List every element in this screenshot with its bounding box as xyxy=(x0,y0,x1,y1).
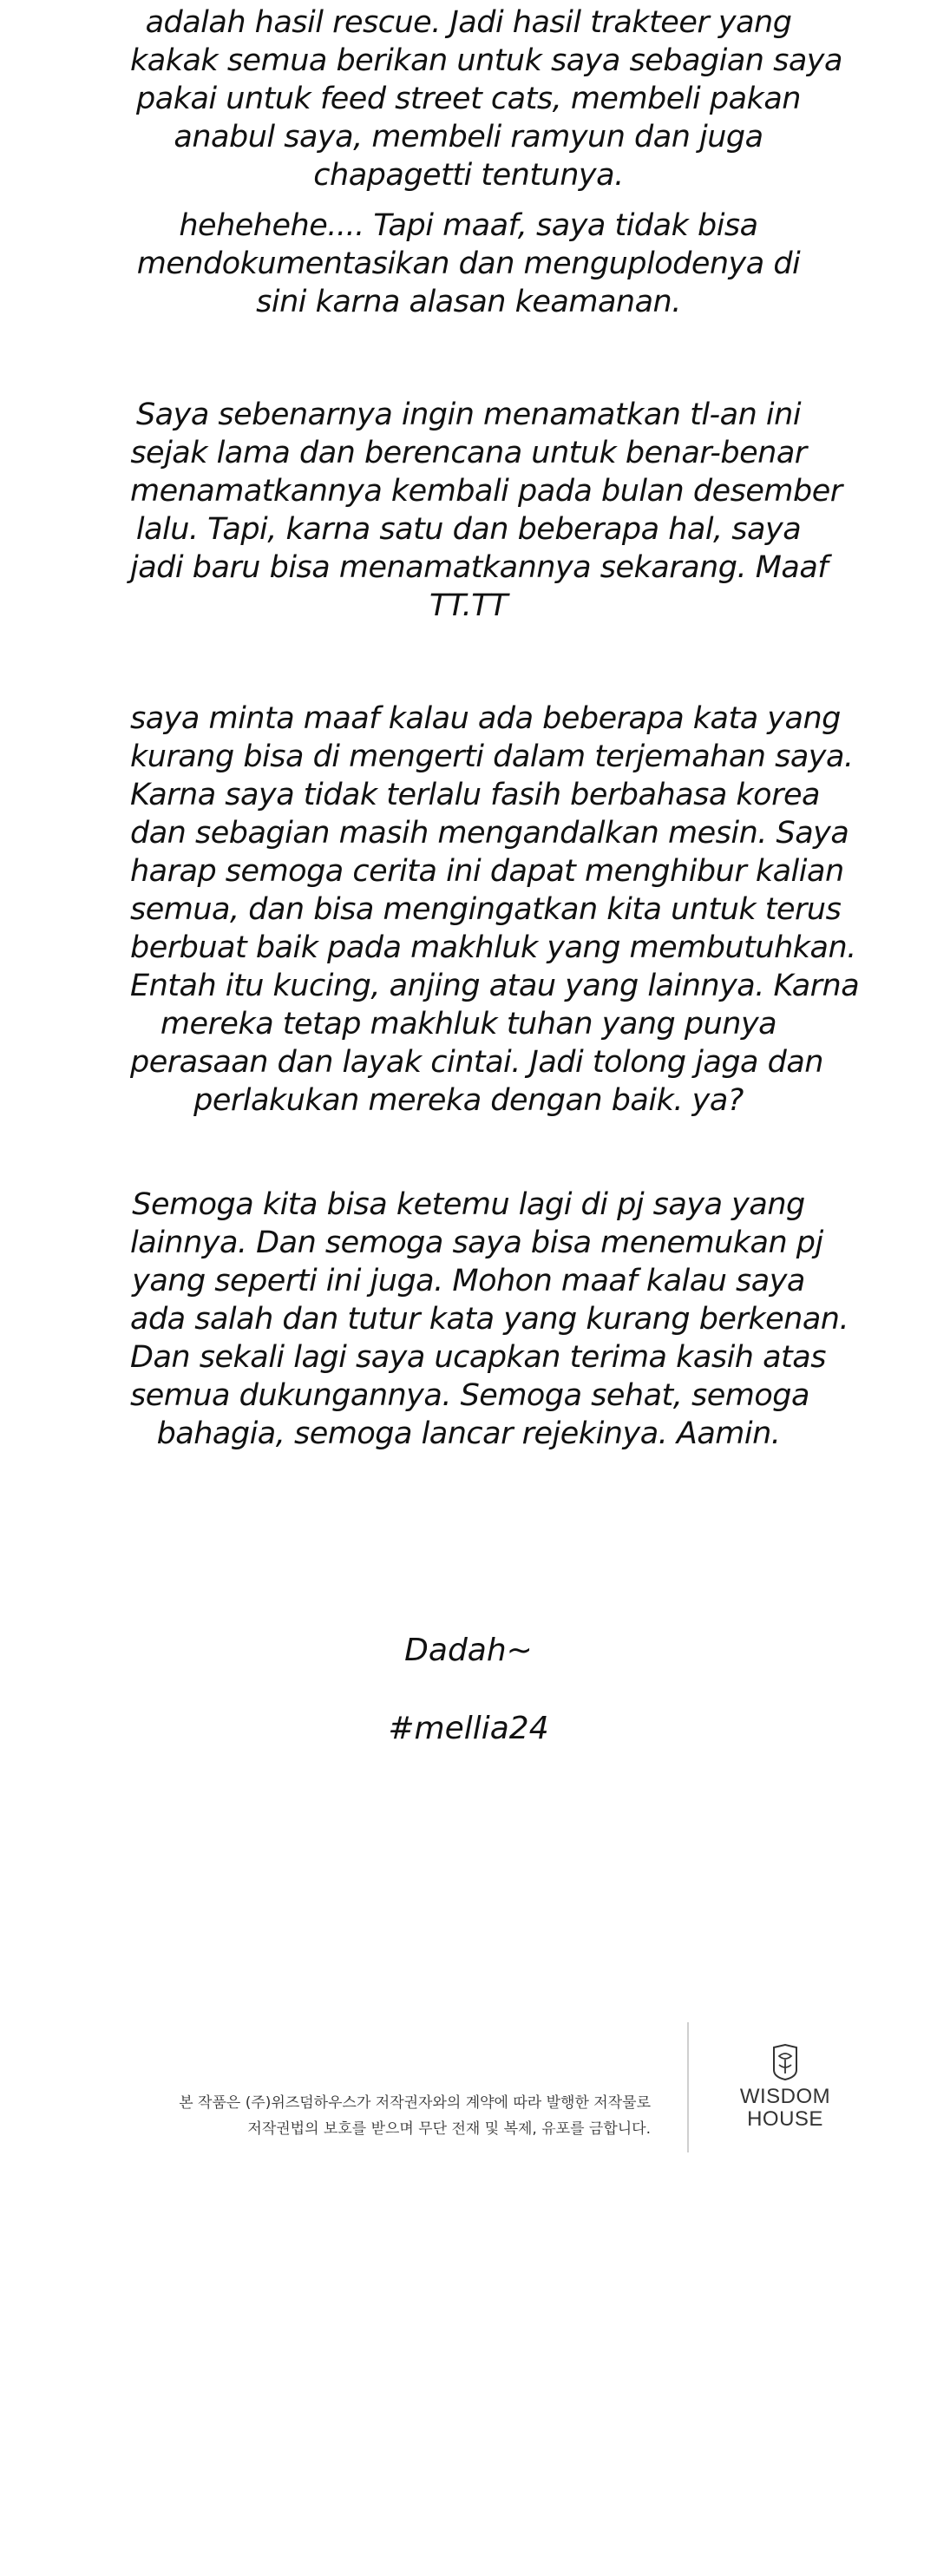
text-line: mereka tetap makhluk tuhan yang punya xyxy=(160,1007,777,1042)
text-line: berbuat baik pada makhluk yang membutuhkan. xyxy=(130,930,856,965)
text-line: Karna saya tidak terlalu fasih berbahasa korea xyxy=(130,778,820,812)
copyright-line: 저작권법의 보호를 받으며 무단 전재 및 복제, 유포를 금합니다. xyxy=(247,2120,651,2138)
text-line: semua, dan bisa mengingatkan kita untuk terus xyxy=(130,892,842,927)
paragraph-4 xyxy=(130,700,860,1120)
text-line: sini karna alasan keamanan. xyxy=(256,285,681,319)
text-line: semua dukungannya. Semoga sehat, semoga xyxy=(130,1378,809,1413)
text-line: adalah hasil rescue. Jadi hasil trakteer yang xyxy=(145,5,792,40)
text-line: bahagia, semoga lancar rejekinya. Aamin. xyxy=(156,1416,781,1451)
wisdom-house-icon xyxy=(720,2044,850,2080)
footer-divider xyxy=(687,2022,689,2152)
text-line: Saya sebenarnya ingin menamatkan tl-an ini xyxy=(135,398,802,432)
text-line: lalu. Tapi, karna satu dan beberapa hal, saya xyxy=(135,512,802,547)
farewell-text: Dadah~ xyxy=(404,1633,533,1668)
text-line: saya minta maaf kalau ada beberapa kata yang xyxy=(130,701,841,736)
text-line: perasaan dan layak cintai. Jadi tolong jaga dan xyxy=(130,1045,823,1080)
text-line: perlakukan mereka dengan baik. ya? xyxy=(193,1083,744,1118)
text-line: lainnya. Dan semoga saya bisa menemukan pj xyxy=(130,1226,823,1260)
text-line: menamatkannya kembali pada bulan desember xyxy=(130,474,842,509)
text-line: dan sebagian masih mengandalkan mesin. Saya xyxy=(130,816,849,851)
text-line: chapagetti tentunya. xyxy=(313,158,624,193)
copyright-notice xyxy=(95,2090,651,2142)
text-line: hehehehe.... Tapi maaf, saya tidak bisa xyxy=(179,208,758,243)
wisdom-house-logo xyxy=(720,2044,850,2139)
paragraph-5 xyxy=(130,1186,849,1453)
logo-text-line1: WISDOM xyxy=(739,2085,831,2108)
paragraph-1 xyxy=(130,3,842,194)
text-line: Dan sekali lagi saya ucapkan terima kasih atas xyxy=(130,1340,826,1375)
text-line: Entah itu kucing, anjing atau yang lainnya. Karna xyxy=(130,969,860,1003)
text-line: Semoga kita bisa ketemu lagi di pj saya yang xyxy=(132,1187,805,1222)
text-line: mendokumentasikan dan menguplodenya di xyxy=(136,246,801,281)
text-line: kurang bisa di mengerti dalam terjemahan saya. xyxy=(130,739,854,774)
paragraph-3 xyxy=(130,396,842,625)
text-line: anabul saya, membeli ramyun dan juga xyxy=(174,120,763,154)
logo-text-line2: HOUSE xyxy=(747,2107,823,2131)
text-line: sejak lama dan berencana untuk benar-benar xyxy=(130,436,807,470)
text-line: pakai untuk feed street cats, membeli pakan xyxy=(136,82,801,116)
text-line: ada salah dan tutur kata yang kurang berkenan. xyxy=(130,1302,849,1337)
text-line: jadi baru bisa menamatkannya sekarang. Maaf xyxy=(130,550,829,585)
copyright-line: 본 작품은 (주)위즈덤하우스가 저작권자와의 계약에 따라 발행한 저작물로 xyxy=(179,2094,651,2112)
hashtag-text: #mellia24 xyxy=(388,1711,549,1746)
text-line: kakak semua berikan untuk saya sebagian saya xyxy=(130,43,842,78)
text-line: yang seperti ini juga. Mohon maaf kalau saya xyxy=(132,1264,805,1298)
paragraph-2 xyxy=(130,207,807,321)
text-line: harap semoga cerita ini dapat menghibur kalian xyxy=(130,854,844,889)
text-line: TT.TT xyxy=(429,588,508,623)
